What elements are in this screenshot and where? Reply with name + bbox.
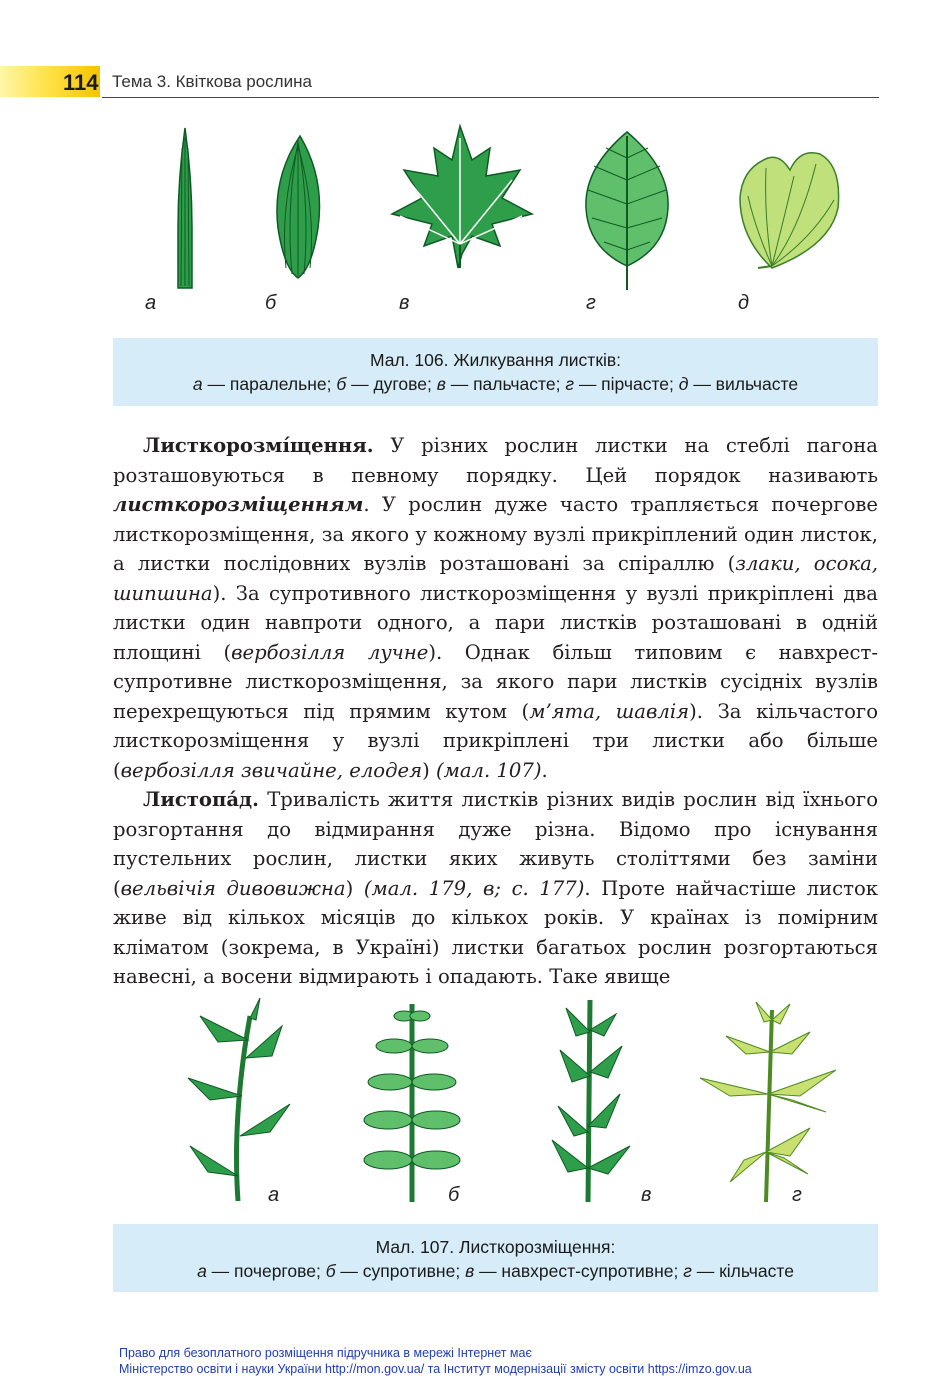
header-title: Тема 3. Квіткова рослина [112, 72, 312, 91]
caption-letter: б [336, 374, 347, 394]
body-run: ) [345, 876, 364, 900]
caption-text: — навхрест-супротивне; [474, 1261, 684, 1281]
term-leaf-arrangement: Листкорозмі́щення. [143, 434, 374, 457]
body-run: . Проте найчастіше листок живе від кількох місяців до кількох років. У країнах із помірним кліматом (зокрема, в Україні) листки багатьох рослин розгортаються навесні, а восени відмирають і опадають. Таке явище [113, 876, 878, 988]
branch-decussate [552, 1000, 630, 1202]
figure-106-caption-items [113, 372, 878, 396]
figure-107-caption-title: Мал. 107. Листкорозміщення: [375, 1237, 616, 1257]
figure-106-caption [113, 338, 878, 406]
body-example: вербозілля звичайне, елодея [120, 758, 423, 782]
caption-letter: б [325, 1261, 336, 1281]
caption-text: — пірчасте; [573, 374, 679, 394]
caption-text: — вильчасте [688, 374, 799, 394]
body-run: Тривалість життя листків різних видів рослин від їхнього розгортання до відмирання дуже різна. Відомо про існування пустельних рослин, листки яких живуть століттями без заміни ( [113, 788, 878, 900]
branch-whorled [700, 1002, 836, 1202]
caption-text: — паралельне; [202, 374, 337, 394]
license-line-2[interactable]: Міністерство освіти і науки України http://mon.gov.ua/ та Інститут модернізації змісту освіти https://imzo.gov.ua [119, 1362, 752, 1376]
leaf-label-g: г [586, 292, 596, 314]
body-text [113, 431, 878, 992]
branch-label-b: б [448, 1184, 460, 1206]
leaf-label-a: а [145, 292, 157, 314]
caption-text: — кільчасте [691, 1261, 794, 1281]
branch-alternate [188, 998, 290, 1201]
license-footer [119, 1345, 879, 1377]
header-rule [102, 97, 879, 98]
caption-letter: а [192, 374, 203, 394]
branch-label-g: г [792, 1184, 802, 1206]
body-example: злаки, осока, шипшина [113, 552, 878, 605]
paragraph-leaf-fall [113, 785, 878, 992]
paragraph-leaf-arrangement [113, 431, 878, 785]
caption-letter: г [565, 374, 574, 394]
figure-107-caption [113, 1224, 878, 1292]
leaf-parallel [178, 128, 192, 288]
branch-label-a: а [268, 1184, 280, 1206]
license-line-1: Право для безоплатного розміщення підручника в мережі Інтернет має [119, 1346, 532, 1360]
body-example: м’ята, шавлія [529, 699, 690, 723]
caption-letter: д [678, 374, 689, 394]
caption-text: — дугове; [346, 374, 437, 394]
body-run: ) [422, 758, 436, 782]
leaf-palmate [392, 126, 532, 268]
body-run: ). За кільчастого листкорозміщення у вузлі прикріплені три листки або більше ( [113, 699, 878, 782]
body-example: вербозілля лучне [231, 640, 429, 664]
figure-reference: (мал. 107) [435, 758, 542, 782]
branch-opposite [364, 1004, 460, 1202]
caption-text: — супротивне; [335, 1261, 466, 1281]
caption-letter: в [436, 374, 446, 394]
caption-letter: в [465, 1261, 475, 1281]
leaf-arcuate [277, 136, 320, 278]
body-run: У різних рослин листки на стеблі пагона розташовуються в певному порядку. Цей порядок називають [113, 434, 878, 487]
figure-107-illustration [160, 996, 860, 1208]
figure-107-caption-items [113, 1259, 878, 1283]
body-run: ). Однак більш типовим є навхрест-супротивне листкорозміщення, за якого пари листків сусідніх вузлів перехрещуються під прямим кутом ( [113, 640, 878, 723]
branch-label-v: в [641, 1184, 652, 1206]
figure-106-caption-title: Мал. 106. Жилкування листків: [369, 350, 622, 370]
page-number: 114 [63, 70, 99, 95]
caption-text: — пальчасте; [445, 374, 566, 394]
body-run: ). За супротивного листкорозміщення у вузлі прикріплені два листки один навпроти одного, а пари листків розташовані в одній площині ( [113, 581, 878, 664]
term-leaf-fall: Листопа́д. [143, 788, 259, 811]
term-emphasis: листкорозміщенням [113, 493, 364, 516]
caption-text: — почергове; [206, 1261, 326, 1281]
body-run: . У рослин дуже часто трапляється почергове листкорозміщення, за якого у кожному вузлі прикріплений один листок, а листки послідовних вузлів розташовані за спіраллю ( [113, 493, 878, 575]
caption-letter: г [683, 1261, 692, 1281]
leaf-dichotomous [740, 153, 839, 268]
leaf-label-d: д [738, 292, 750, 314]
body-run: . [541, 758, 548, 782]
figure-reference: (мал. 179, в; с. 177) [363, 876, 585, 900]
leaf-pinnate [586, 132, 668, 290]
body-example: вельвічія дивовижна [120, 876, 346, 900]
leaf-label-v: в [399, 292, 410, 314]
figure-106-illustration [140, 118, 860, 328]
caption-letter: а [197, 1261, 207, 1281]
leaf-label-b: б [265, 292, 277, 314]
